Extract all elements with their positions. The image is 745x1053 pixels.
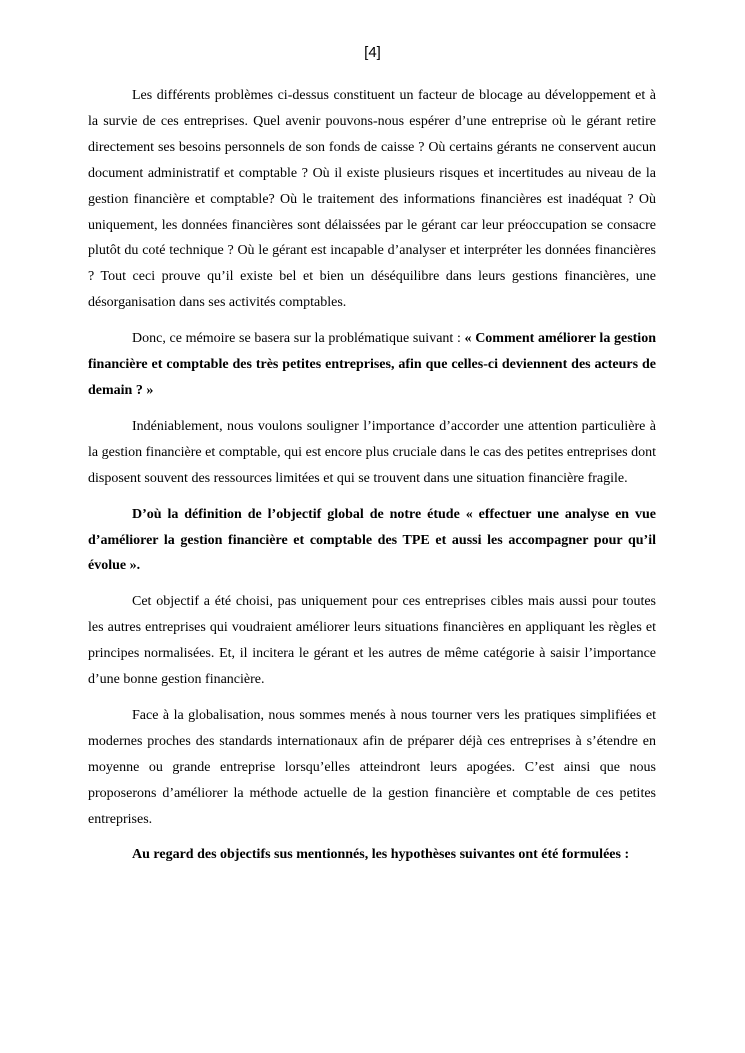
paragraph-globalisation: Face à la globalisation, nous sommes menés à nous tourner vers les pratiques simplifiées et modernes proches des standards internationaux afin de préparer déjà ces entreprises à s’étendre en moyenne ou grande entreprise lorsqu’elles atteindront leurs apogées. C’est ainsi que nous proposerons d’améliorer la méthode actuelle de la gestion financière et comptable de ces petites entreprises.: [88, 707, 656, 827]
problematic-question: « Comment améliorer la gestion financière et comptable des très petites entreprises, afin que celles-ci deviennent des acteurs de demain ? »: [88, 331, 656, 398]
body-text: [88, 83, 656, 878]
objective-statement: D’où la définition de l’objectif global de notre étude « effectuer une analyse en vue d’améliorer la gestion financière et comptable des TPE et aussi les accompagner pour qu’il évolue ».: [88, 506, 656, 574]
hypotheses-heading: Au regard des objectifs sus mentionnés, les hypothèses suivantes ont été formulées :: [132, 847, 630, 863]
problematic-intro: Donc, ce mémoire se basera sur la problématique suivant :: [132, 331, 465, 347]
paragraph-hypotheses: [88, 842, 656, 868]
page-number: [4]: [364, 44, 381, 61]
paragraph-problems: Les différents problèmes ci-dessus constituent un facteur de blocage au développement et à la survie de ces entreprises. Quel avenir pouvons-nous espérer d’une entreprise où le gérant retire directement ses besoins personnels de son fonds de caisse ? Où certains gérants ne conservent aucun document administratif et comptable ? Où il existe plusieurs risques et incertitudes au niveau de la gestion financière et comptable? Où le traitement des informations financières est inadéquat ? Où uniquement, les données financières sont délaissées par le gérant car leur préoccupation se consacre plutôt du coté technique ? Où le gérant est incapable d’analyser et interpréter les données financières ? Tout ceci prouve qu’il existe bel et bien un déséquilibre dans leurs gestions financières, une désorganisation dans ses activités comptables.: [88, 88, 656, 311]
paragraph-importance: Indéniablement, nous voulons souligner l’importance d’accorder une attention particulière à la gestion financière et comptable, qui est encore plus cruciale dans le cas des petites entreprises dont disposent souvent des ressources limitées et qui se trouvent dans une situation financière fragile.: [88, 418, 656, 486]
paragraph-problematic: [88, 326, 656, 404]
paragraph-objective-choice: Cet objectif a été choisi, pas uniquement pour ces entreprises cibles mais aussi pour toutes les autres entreprises qui voudraient améliorer leurs situations financières en appliquant les règles et principes normalisées. Et, il incitera le gérant et les autres de même catégorie à saisir l’importance d’une bonne gestion financière.: [88, 594, 656, 688]
paragraph-objective: [88, 502, 656, 580]
